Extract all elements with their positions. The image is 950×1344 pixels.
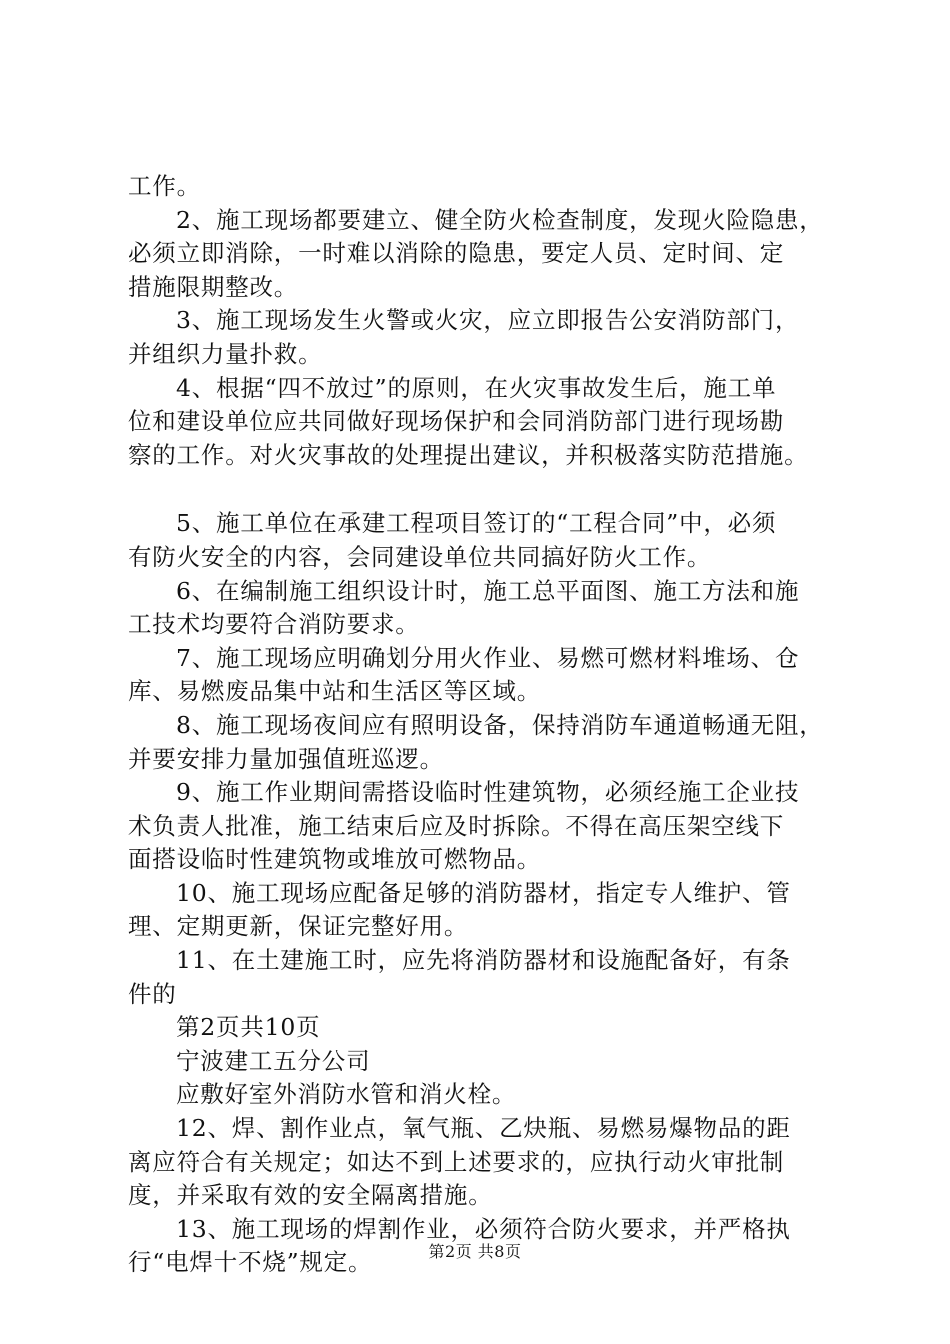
paragraph-10-line: 10、施工现场应配备足够的消防器材，指定专人维护、管 — [176, 878, 791, 907]
text-line: 离应符合有关规定；如达不到上述要求的，应执行动火审批制 — [128, 1147, 785, 1176]
text-line: 并要安排力量加强值班巡逻。 — [128, 744, 444, 773]
paragraph-7-line: 7、施工现场应明确划分用火作业、易燃可燃材料堆场、仓 — [176, 643, 800, 672]
text-line: 并组织力量扑救。 — [128, 339, 323, 368]
paragraph-4-line: 4、根据“四不放过”的原则，在火灾事故发生后，施工单 — [176, 373, 777, 402]
paragraph-13-line: 13、施工现场的焊割作业，必须符合防火要求，并严格执 — [176, 1214, 791, 1243]
paragraph-5-line: 5、施工单位在承建工程项目签订的“工程合同”中，必须 — [176, 509, 777, 538]
text-line: 察的工作。对火灾事故的处理提出建议，并积极落实防范措施。 — [128, 440, 809, 469]
paragraph-12-line: 12、焊、割作业点，氧气瓶、乙炔瓶、易燃易爆物品的距 — [176, 1114, 791, 1143]
text-line: 应敷好室外消防水管和消火栓。 — [176, 1080, 517, 1109]
paragraph-6-line: 6、在编制施工组织设计时，施工总平面图、施工方法和施 — [176, 576, 800, 605]
paragraph-11-line: 11、在土建施工时，应先将消防器材和设施配备好，有条 — [176, 946, 791, 975]
text-line: 位和建设单位应共同做好现场保护和会同消防部门进行现场勘 — [128, 407, 785, 436]
document-body — [128, 170, 848, 1280]
text-line: 面搭设临时性建筑物或堆放可燃物品。 — [128, 845, 542, 874]
text-line: 术负责人批准，施工结束后应及时拆除。不得在高压架空线下 — [128, 811, 785, 840]
text-line: 措施限期整改。 — [128, 272, 299, 301]
paragraph-3-line: 3、施工现场发生火警或火灾，应立即报告公安消防部门， — [176, 306, 800, 335]
text-line: 库、易燃废品集中站和生活区等区域。 — [128, 677, 542, 706]
page-footer: 第2页 共8页 — [428, 1242, 522, 1261]
text-line: 工技术均要符合消防要求。 — [128, 610, 420, 639]
text-line: 度，并采取有效的安全隔离措施。 — [128, 1181, 493, 1210]
company-name: 宁波建工五分公司 — [176, 1046, 371, 1075]
text-line: 有防火安全的内容，会同建设单位共同搞好防火工作。 — [128, 542, 712, 571]
inline-page-number: 第2页共10页 — [176, 1013, 321, 1042]
paragraph-8-line: 8、施工现场夜间应有照明设备，保持消防车通道畅通无阻， — [176, 710, 824, 739]
paragraph-2-line: 2、施工现场都要建立、健全防火检查制度，发现火险隐患， — [176, 205, 824, 234]
text-line: 行“电焊十不烧”规定。 — [128, 1248, 373, 1277]
blank-line — [128, 472, 848, 507]
text-line: 件的 — [128, 979, 177, 1008]
paragraph-9-line: 9、施工作业期间需搭设临时性建筑物，必须经施工企业技 — [176, 778, 800, 807]
text-line: 理、定期更新，保证完整好用。 — [128, 912, 469, 941]
text-line: 工作。 — [128, 172, 201, 200]
text-line: 必须立即消除，一时难以消除的隐患，要定人员、定时间、定 — [128, 239, 785, 268]
